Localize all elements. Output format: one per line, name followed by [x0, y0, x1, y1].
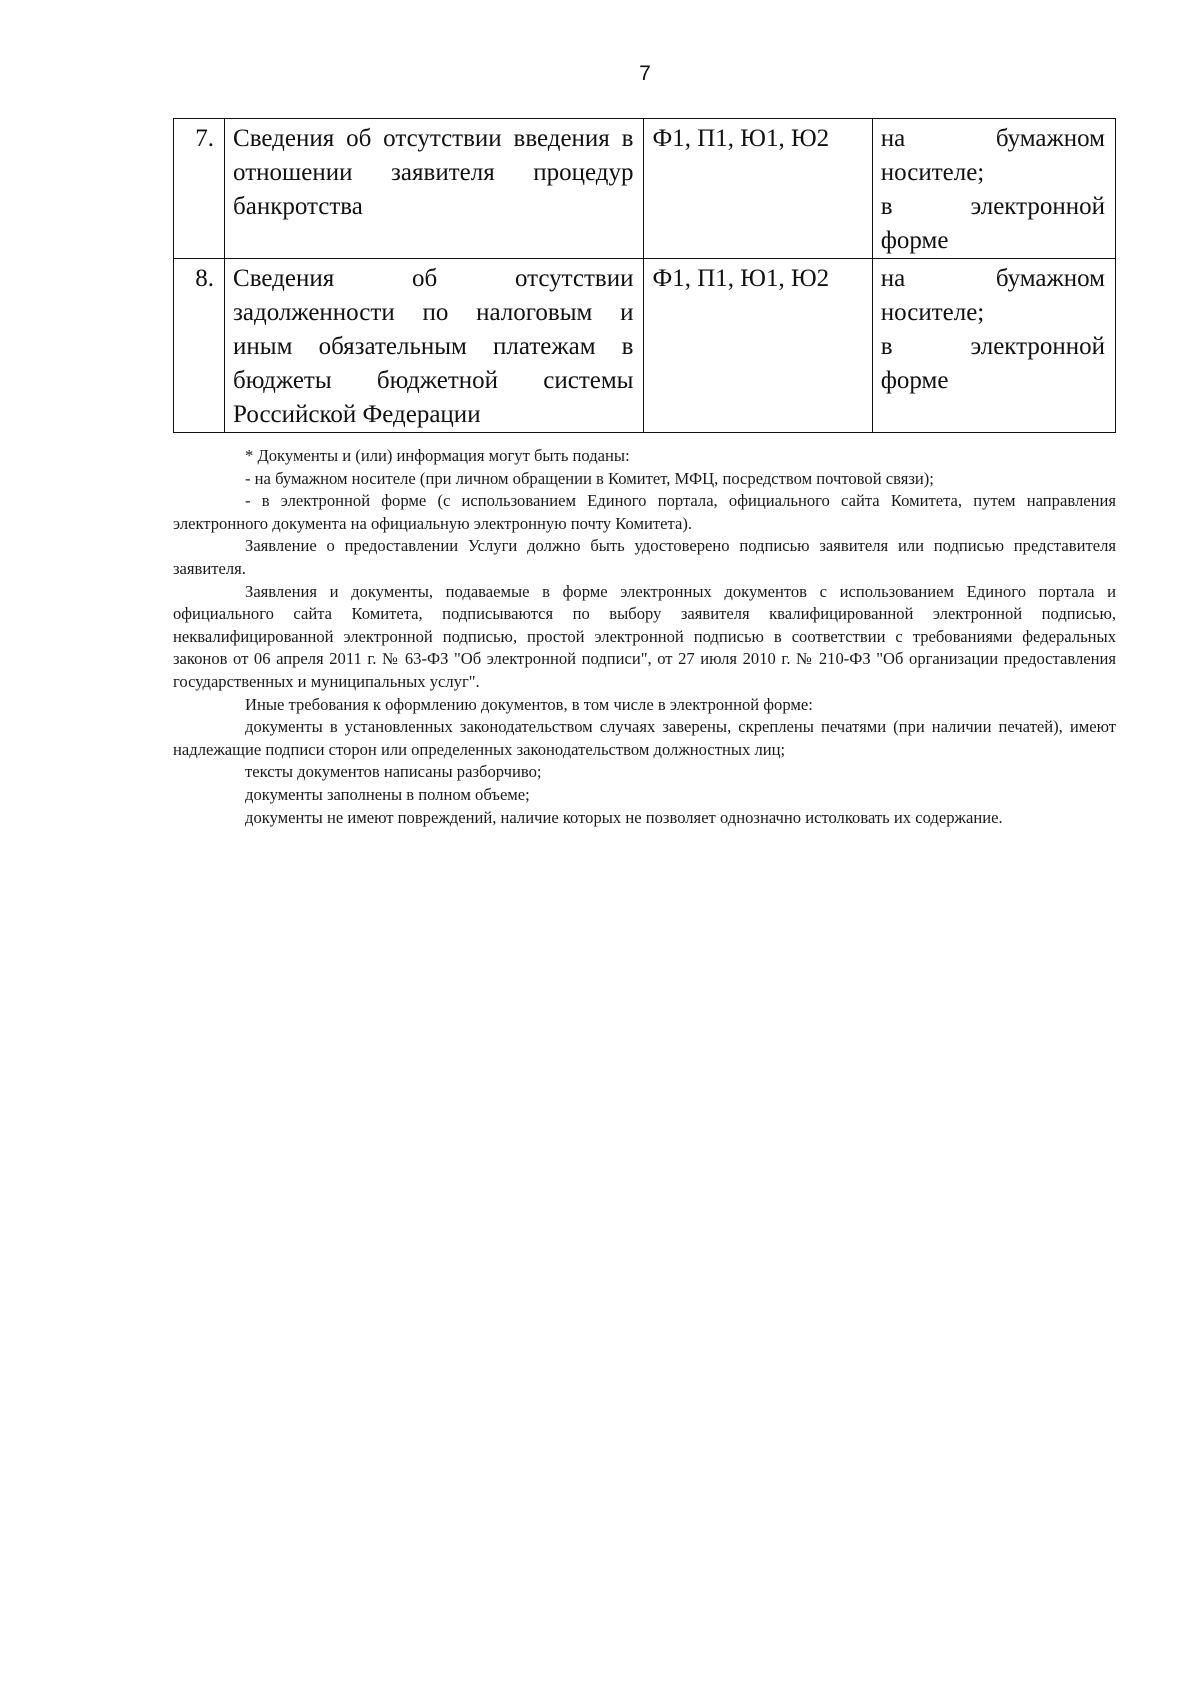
note-paragraph: - на бумажном носителе (при личном обращении в Комитет, МФЦ, посредством почтовой связи); — [245, 468, 934, 488]
form-line: форме — [880, 227, 949, 254]
submission-form — [872, 119, 1115, 259]
applicant-codes: Ф1, П1, Ю1, Ю2 — [644, 259, 872, 433]
form-line: носителе; — [880, 159, 985, 186]
table-row — [174, 119, 1116, 259]
note-paragraph: документы в установленных законодательством случаях заверены, скреплены печатями (при наличии печатей), имеют надлежащие подписи сторон или определенных законодательством должностных лиц; — [173, 717, 1116, 759]
form-line: в электронной — [880, 333, 1105, 360]
documents-table — [173, 118, 1116, 433]
form-line: форме — [880, 367, 949, 394]
note-paragraph: - в электронной форме (с использованием Единого портала, официального сайта Комитета, путем направления электронного документа на официальную электронную почту Комитета). — [173, 491, 1116, 533]
table-row — [174, 259, 1116, 433]
note-paragraph: документы не имеют повреждений, наличие которых не позволяет однозначно истолковать их содержание. — [245, 807, 1003, 827]
notes-section — [173, 445, 1116, 829]
form-line: на бумажном — [880, 265, 1105, 292]
form-line: на бумажном — [880, 125, 1105, 152]
note-paragraph: Иные требования к оформлению документов, в том числе в электронной форме: — [245, 694, 813, 714]
note-paragraph: Заявления и документы, подаваемые в форме электронных документов с использованием Единого портала и официального сайта Комитета, подписываются по выбору заявителя квалифицированной электронной подписью, неквалифицированной электронной подписью, простой электронной подписью в соответствии с требованиями федеральных законов от 06 апреля 2011 г. № 63-ФЗ "Об электронной подписи", от 27 июля 2010 г. № 210-ФЗ "Об организации предоставления государственных и муниципальных услуг". — [173, 581, 1116, 691]
document-name: Сведения об отсутствии задолженности по налоговым и иным обязательным платежам в бюджеты бюджетной системы Российской Федерации — [225, 259, 644, 433]
note-paragraph: Заявление о предоставлении Услуги должно быть удостоверено подписью заявителя или подписью представителя заявителя. — [173, 536, 1116, 578]
applicant-codes: Ф1, П1, Ю1, Ю2 — [644, 119, 872, 259]
note-paragraph: тексты документов написаны разборчиво; — [245, 762, 542, 782]
row-number: 8. — [174, 259, 225, 433]
submission-form — [872, 259, 1115, 433]
form-line: носителе; — [880, 299, 985, 326]
page-number: 7 — [639, 62, 651, 85]
note-paragraph: документы заполнены в полном объеме; — [245, 784, 530, 804]
document-name: Сведения об отсутствии введения в отношении заявителя процедур банкротства — [225, 119, 644, 259]
row-number: 7. — [174, 119, 225, 259]
form-line: в электронной — [880, 193, 1105, 220]
note-paragraph: * Документы и (или) информация могут быть поданы: — [245, 446, 630, 465]
